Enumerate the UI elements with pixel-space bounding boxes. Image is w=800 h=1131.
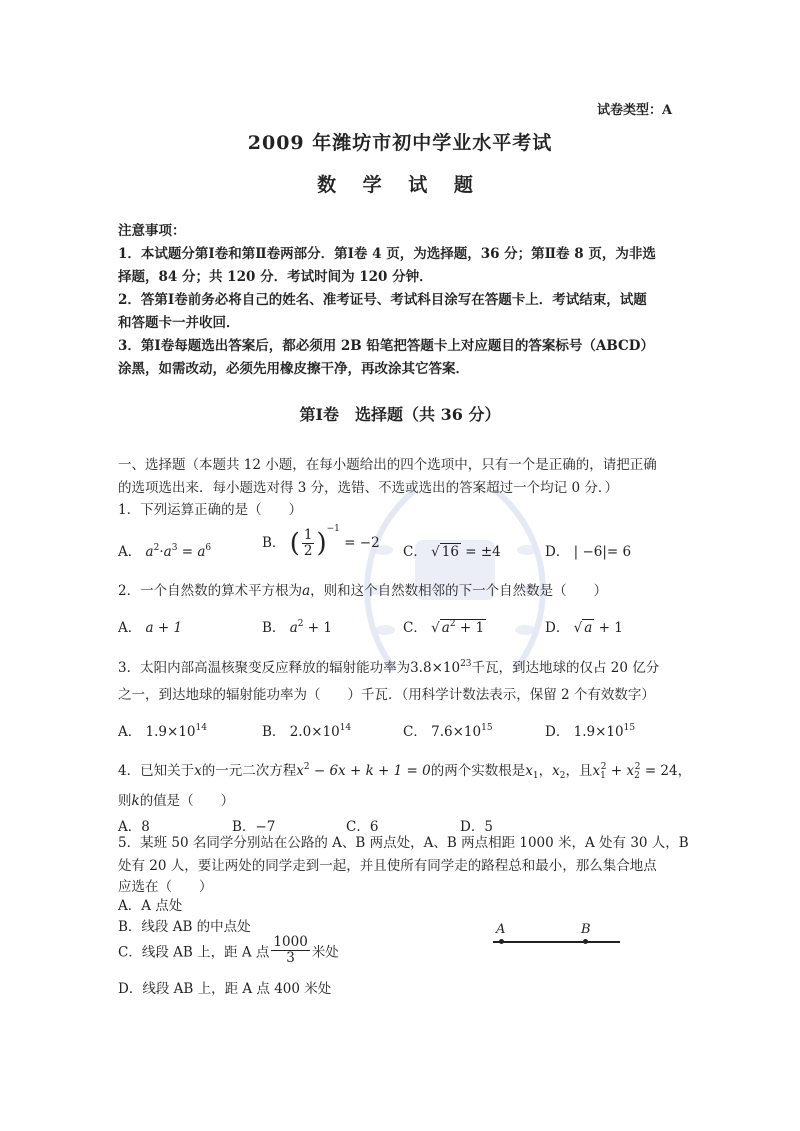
q5-option-b: B．线段 AB 的中点处	[118, 919, 251, 935]
notes-line-5: 3．第Ⅰ卷每题选出答案后，都必须用 2B 铅笔把答题卡上对应题目的答案标号（ABCD）	[118, 338, 654, 354]
notes-line-6: 涂黑，如需改动，必须先用橡皮擦干净，再改涂其它答案．	[118, 361, 469, 377]
notes-heading: 注意事项：	[118, 223, 186, 239]
q5-stem-line-2: 处有 20 人，要让两处的同学走到一起，并且使所有同学走的路程总和最小，那么集合地点	[118, 858, 657, 874]
section-title: 第Ⅰ卷 选择题（共 36 分）	[299, 405, 501, 424]
q1-stem: 1．下列运算正确的是（ ）	[118, 502, 303, 518]
exam-subtitle: 数 学 试 题	[317, 174, 483, 196]
q3-option-c: C． $7.6\times 10^{15}$	[403, 723, 493, 740]
notes-line-2: 择题，84 分；共 120 分．考试时间为 120 分钟．	[118, 269, 433, 285]
segment-ab-line	[493, 941, 620, 943]
q1-option-d: D． | −6|= 6	[545, 544, 632, 560]
q4-stem-line-1: 4．已知关于x的一元二次方程$x^2 - 6x + k + 1 = 0$的两个实数根是$x_1$，$x_2$，且$x_1^2 + x_2^2 = 24$，	[118, 762, 692, 781]
point-b-label: B	[581, 922, 591, 937]
q4-option-a: A．8	[118, 819, 150, 835]
q2-stem: 2．一个自然数的算术平方根为a，则和这个自然数相邻的下一个自然数是（ ）	[118, 583, 608, 599]
q2-option-b: B． $a^2 + 1$	[262, 619, 332, 636]
q3-stem-line-2: 之一，到达地球的辐射能功率为（ ）千瓦．（用科学计数法表示，保留 2 个有效数字）	[118, 687, 655, 703]
q1-option-b: B． ( $\frac{1}{2}$ )$^{-1}$ = −2	[262, 524, 380, 559]
q3-option-d: D． $1.9\times 10^{15}$	[545, 723, 636, 740]
q5-option-d: D．线段 AB 上，距 A 点 400 米处	[118, 981, 332, 997]
instructions-line-2: 的选项选出来．每小题选对得 3 分，选错、不选或选出的答案超过一个均记 0 分．）	[118, 480, 619, 496]
notes-line-3: 2．答第Ⅰ卷前务必将自己的姓名、准考证号、考试科目涂写在答题卡上．考试结束，试题	[118, 292, 647, 308]
exam-title: 2009 年潍坊市初中学业水平考试	[247, 132, 553, 154]
q2-option-a: A． a + 1	[118, 620, 183, 636]
point-a-dot	[499, 939, 504, 944]
q2-option-c: C． √ $a^2 + 1$	[403, 619, 485, 636]
q3-stem-line-1: 3．太阳内部高温核聚变反应释放的辐射能功率为$3.8\times 10^{23}$千瓦，到达地球的仅占 20 亿分	[118, 659, 660, 676]
instructions-line-1: 一、选择题（本题共 12 小题，在每小题给出的四个选项中，只有一个是正确的，请把正确	[118, 457, 657, 473]
q5-option-a: A．A 点处	[118, 898, 183, 914]
q2-option-d: D． √ a + 1	[545, 620, 623, 636]
q5-stem-line-3: 应选在（ ）	[118, 879, 213, 895]
q4-option-d: D．5	[460, 819, 493, 835]
q4-option-c: C．6	[346, 819, 379, 835]
point-b-dot	[583, 939, 588, 944]
q4-option-b: B．−7	[232, 819, 276, 835]
laurel-watermark	[355, 470, 555, 690]
paper-type-label: 试卷类型：A	[597, 103, 673, 118]
q3-option-b: B． $2.0\times 10^{14}$	[262, 723, 352, 740]
notes-line-1: 1．本试题分第Ⅰ卷和第Ⅱ卷两部分．第Ⅰ卷 4 页，为选择题，36 分；第Ⅱ卷 8 页，为非选	[118, 246, 656, 262]
q3-option-a: A． $1.9\times 10^{14}$	[118, 723, 207, 740]
q1-option-c: C． √ 16 = ±4	[403, 544, 501, 560]
point-a-label: A	[496, 922, 506, 937]
notes-line-4: 和答题卡一并收回．	[118, 315, 240, 331]
q1-option-a: A． $a^2\cdot a^3 = a^6$	[118, 543, 212, 560]
q4-stem-line-2: 则k的值是（ ）	[118, 793, 235, 809]
q5-stem-line-1: 5．某班 50 名同学分别站在公路的 A、B 两点处，A、B 两点相距 1000 米，A 处有 30 人，B	[118, 835, 689, 851]
q5-option-c: C．线段 AB 上，距 A 点 $\frac{1000}{3}$ 米处	[118, 934, 339, 966]
